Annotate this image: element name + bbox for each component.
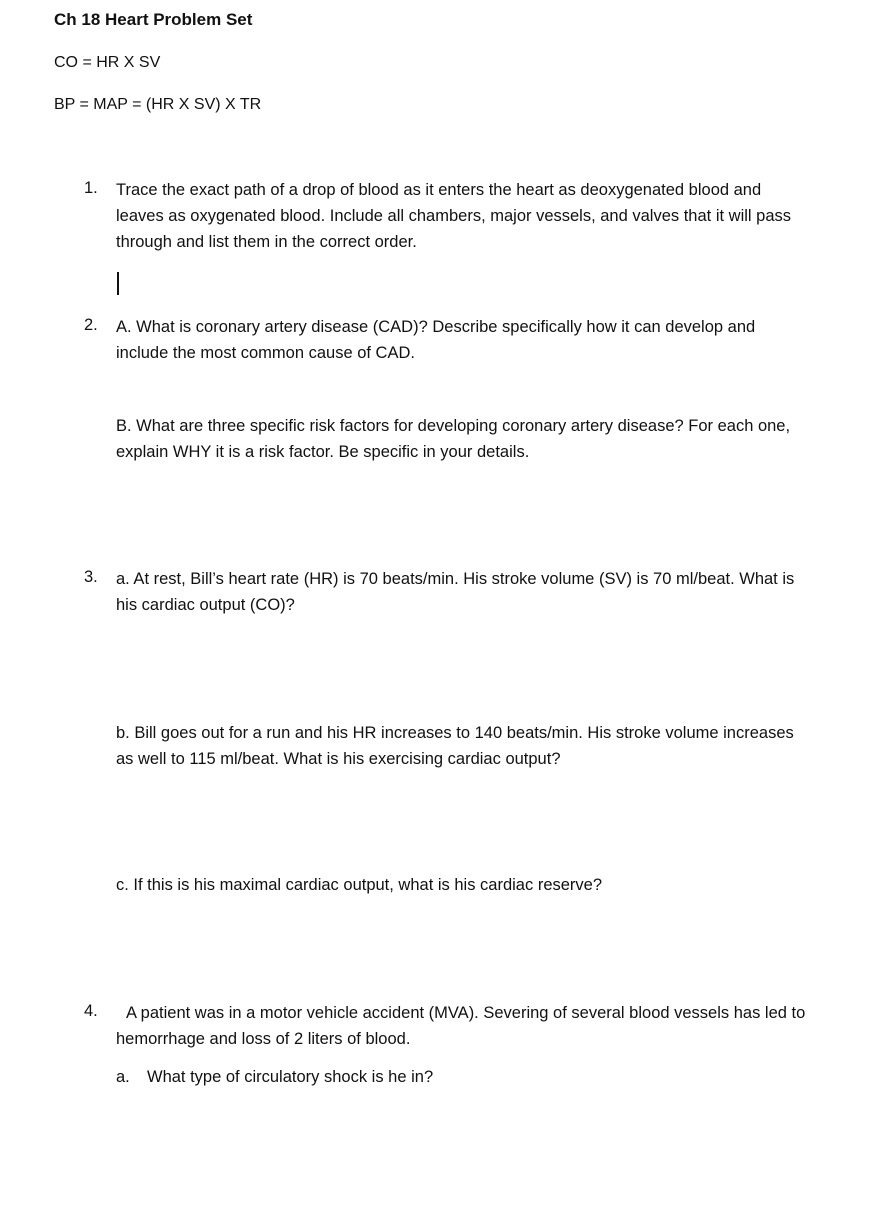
question-4-text: A patient was in a motor vehicle accident (MVA). Severing of several blood vessels has led to hemorrhage and loss of 2 liters of blood. [116,1004,806,1048]
formula-cardiac-output: CO = HR X SV [54,54,161,71]
question-2-part-b: B. What are three specific risk factors for developing coronary artery disease? For each one, explain WHY it is a risk factor. Be specific in your details. [116,417,791,461]
question-1-text: Trace the exact path of a drop of blood as it enters the heart as deoxygenated blood and leaves as oxygenated blood. Include all chambers, major vessels, and valves that it will pass through and list them in the correct order. [116,181,792,251]
question-4-number: 4. [84,1002,98,1020]
question-3-part-c: c. If this is his maximal cardiac output, what is his cardiac reserve? [116,876,603,894]
text-cursor[interactable] [117,272,119,295]
document-title: Ch 18 Heart Problem Set [54,10,253,29]
question-3-number: 3. [84,568,98,586]
question-2-part-a: A. What is coronary artery disease (CAD)? Describe specifically how it can develop and include the most common cause of CAD. [116,318,756,362]
question-4-sub-a-label: a. [116,1068,130,1086]
question-4-sub-a-text: What type of circulatory shock is he in? [147,1068,434,1086]
question-1-number: 1. [84,179,98,197]
question-3-part-b: b. Bill goes out for a run and his HR increases to 140 beats/min. His stroke volume increases as well to 115 ml/beat. What is his exercising cardiac output? [116,724,794,768]
formula-blood-pressure: BP = MAP = (HR X SV) X TR [54,96,262,113]
question-3-part-a: a. At rest, Bill’s heart rate (HR) is 70 beats/min. His stroke volume (SV) is 70 ml/beat. What is his cardiac output (CO)? [116,570,795,614]
question-2-number: 2. [84,316,98,334]
